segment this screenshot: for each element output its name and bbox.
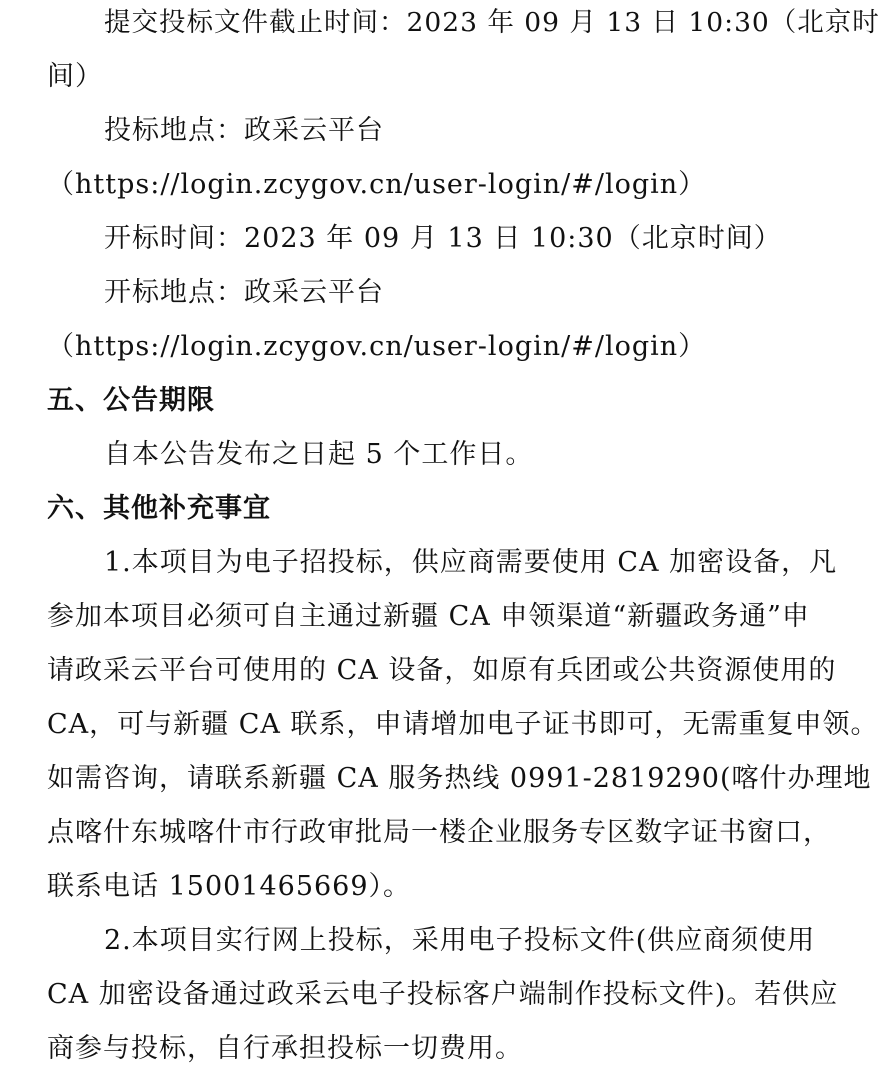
item-two-line-1: 2.本项目实行网上投标，采用电子投标文件(供应商须使用: [104, 925, 816, 956]
item-one-line-2: 参加本项目必须可自主通过新疆 CA 申领渠道“新疆政务通”申: [47, 601, 810, 632]
item-one-line-4: CA，可与新疆 CA 联系，申请增加电子证书即可，无需重复申领。: [47, 709, 879, 740]
item-one-line-3: 请政采云平台可使用的 CA 设备，如原有兵团或公共资源使用的: [47, 655, 837, 686]
deadline-line-continued: 间）: [47, 61, 103, 92]
section-five-heading: 五、公告期限: [47, 385, 215, 416]
bid-location-line: 投标地点：政采云平台: [104, 115, 384, 146]
item-one-line-6: 点喀什东城喀什市行政审批局一楼企业服务专区数字证书窗口，: [47, 817, 831, 848]
item-two-line-2: CA 加密设备通过政采云电子投标客户端制作投标文件)。若供应: [47, 979, 839, 1010]
opening-location-line: 开标地点：政采云平台: [104, 277, 384, 308]
item-one-line-7: 联系电话 15001465669）。: [47, 871, 412, 902]
item-two-line-3: 商参与投标，自行承担投标一切费用。: [47, 1033, 523, 1064]
section-six-heading: 六、其他补充事宜: [47, 493, 271, 524]
deadline-line: 提交投标文件截止时间：2023 年 09 月 13 日 10:30（北京时: [104, 7, 880, 38]
opening-location-url: （https://login.zcygov.cn/user-login/#/login）: [47, 331, 707, 362]
opening-time-line: 开标时间：2023 年 09 月 13 日 10:30（北京时间）: [104, 223, 782, 254]
item-one-line-1: 1.本项目为电子招投标，供应商需要使用 CA 加密设备，凡: [104, 547, 838, 578]
announcement-period-text: 自本公告发布之日起 5 个工作日。: [104, 439, 534, 470]
item-one-line-5: 如需咨询，请联系新疆 CA 服务热线 0991-2819290(喀什办理地: [47, 763, 872, 794]
bid-location-url: （https://login.zcygov.cn/user-login/#/login）: [47, 169, 707, 200]
